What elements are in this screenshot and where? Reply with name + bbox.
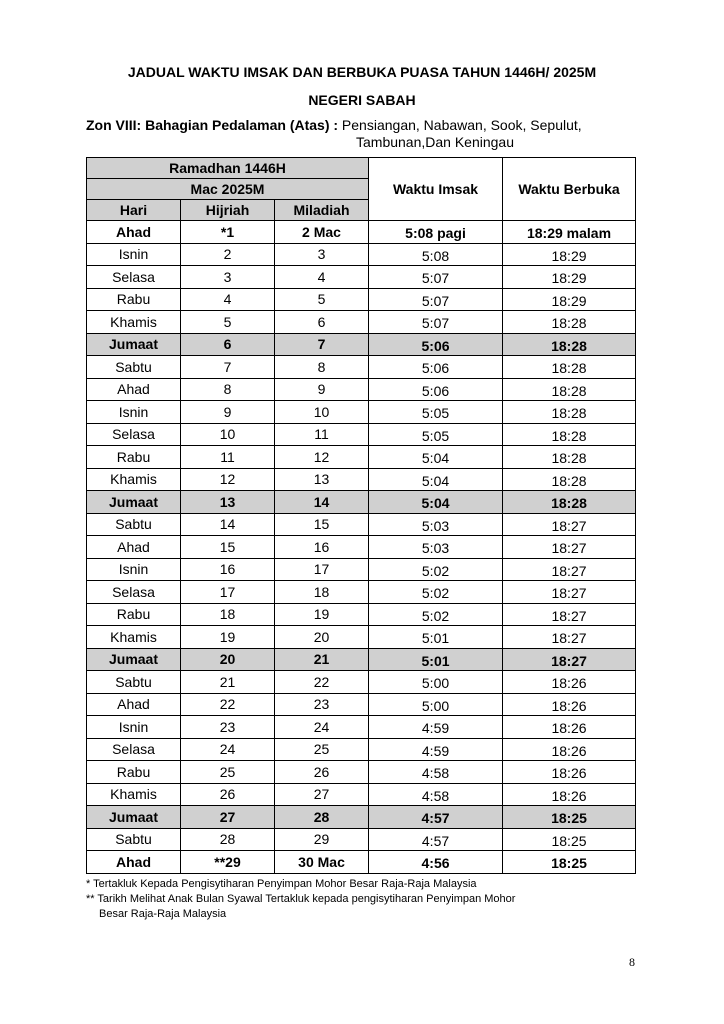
cell-hijriah: 5 [181,311,275,334]
cell-hijriah: 14 [181,513,275,536]
cell-berbuka: 18:28 [503,446,636,469]
cell-berbuka: 18:29 [503,288,636,311]
cell-hari: Sabtu [87,671,181,694]
table-row [87,761,636,784]
cell-berbuka: 18:27 [503,513,636,536]
cell-berbuka: 18:29 [503,243,636,266]
cell-hari: Sabtu [87,356,181,379]
cell-hijriah: 7 [181,356,275,379]
table-row [87,513,636,536]
page-number: 8 [629,955,635,969]
cell-miladiah: 5 [275,288,369,311]
table-row [87,378,636,401]
cell-berbuka: 18:29 [503,266,636,289]
cell-hijriah: 11 [181,446,275,469]
table-header [87,158,636,221]
cell-imsak: 5:00 [369,693,503,716]
zone-label: Zon VIII: Bahagian Pedalaman (Atas) : [86,117,339,133]
cell-hari: Jumaat [87,806,181,829]
header-miladiah: Miladiah [275,200,369,221]
cell-hijriah: 16 [181,558,275,581]
cell-berbuka: 18:25 [503,851,636,874]
cell-miladiah: 8 [275,356,369,379]
cell-miladiah: 10 [275,401,369,424]
header-ramadhan: Ramadhan 1446H [87,158,369,179]
cell-hijriah: 13 [181,491,275,514]
cell-hijriah: 21 [181,671,275,694]
cell-miladiah: 30 Mac [275,851,369,874]
cell-berbuka: 18:26 [503,783,636,806]
cell-imsak: 5:02 [369,603,503,626]
cell-hijriah: 19 [181,626,275,649]
cell-imsak: 5:04 [369,468,503,491]
cell-hari: Isnin [87,243,181,266]
page-title: JADUAL WAKTU IMSAK DAN BERBUKA PUASA TAHUN 1446H/ 2025M [127,64,597,80]
table-row [87,446,636,469]
cell-miladiah: 29 [275,828,369,851]
cell-hari: Isnin [87,401,181,424]
cell-hari: Jumaat [87,333,181,356]
cell-hijriah: 9 [181,401,275,424]
cell-imsak: 4:57 [369,806,503,829]
cell-hari: Selasa [87,738,181,761]
cell-hari: Rabu [87,603,181,626]
cell-hari: Jumaat [87,648,181,671]
cell-miladiah: 9 [275,378,369,401]
zone-line-1 [86,117,686,134]
header-waktu-berbuka: Waktu Berbuka [503,158,636,221]
cell-hari: Ahad [87,851,181,874]
cell-berbuka: 18:26 [503,693,636,716]
cell-hijriah: 24 [181,738,275,761]
table-row [87,558,636,581]
cell-hari: Khamis [87,468,181,491]
table-row [87,626,636,649]
cell-berbuka: 18:28 [503,333,636,356]
cell-hari: Rabu [87,761,181,784]
cell-miladiah: 19 [275,603,369,626]
cell-imsak: 5:03 [369,513,503,536]
cell-miladiah: 23 [275,693,369,716]
cell-berbuka: 18:26 [503,738,636,761]
cell-hijriah: 4 [181,288,275,311]
cell-berbuka: 18:27 [503,603,636,626]
table-row [87,738,636,761]
cell-berbuka: 18:27 [503,648,636,671]
header-hijriah: Hijriah [181,200,275,221]
cell-miladiah: 21 [275,648,369,671]
cell-hijriah: 26 [181,783,275,806]
cell-miladiah: 20 [275,626,369,649]
cell-berbuka: 18:27 [503,536,636,559]
cell-miladiah: 7 [275,333,369,356]
cell-berbuka: 18:27 [503,581,636,604]
cell-imsak: 5:06 [369,378,503,401]
cell-hijriah: 20 [181,648,275,671]
table-row [87,693,636,716]
footnote-1: * Tertakluk Kepada Pengisytiharan Penyimpan Mohor Besar Raja-Raja Malaysia [86,878,477,890]
cell-berbuka: 18:28 [503,378,636,401]
cell-imsak: 4:56 [369,851,503,874]
cell-miladiah: 12 [275,446,369,469]
table-row [87,491,636,514]
table-row [87,783,636,806]
cell-imsak: 5:02 [369,558,503,581]
cell-hari: Ahad [87,378,181,401]
cell-hari: Ahad [87,693,181,716]
cell-hijriah: 23 [181,716,275,739]
table-row [87,716,636,739]
table-row [87,536,636,559]
cell-miladiah: 2 Mac [275,221,369,244]
cell-hari: Selasa [87,581,181,604]
cell-hari: Jumaat [87,491,181,514]
cell-miladiah: 25 [275,738,369,761]
cell-miladiah: 26 [275,761,369,784]
cell-imsak: 5:04 [369,491,503,514]
cell-imsak: 5:03 [369,536,503,559]
cell-miladiah: 24 [275,716,369,739]
cell-hari: Selasa [87,423,181,446]
cell-miladiah: 14 [275,491,369,514]
cell-imsak: 5:06 [369,333,503,356]
cell-miladiah: 18 [275,581,369,604]
table-row [87,401,636,424]
cell-imsak: 4:59 [369,738,503,761]
cell-miladiah: 4 [275,266,369,289]
table-row [87,311,636,334]
cell-miladiah: 6 [275,311,369,334]
table-body [87,221,636,874]
cell-hijriah: 15 [181,536,275,559]
cell-miladiah: 13 [275,468,369,491]
cell-berbuka: 18:26 [503,761,636,784]
table-row [87,356,636,379]
cell-imsak: 4:58 [369,761,503,784]
cell-imsak: 5:05 [369,401,503,424]
cell-imsak: 5:05 [369,423,503,446]
cell-hari: Sabtu [87,828,181,851]
cell-imsak: 4:59 [369,716,503,739]
table-row [87,266,636,289]
table-row [87,603,636,626]
cell-berbuka: 18:28 [503,356,636,379]
cell-hari: Khamis [87,311,181,334]
cell-hijriah: 28 [181,828,275,851]
cell-hijriah: 25 [181,761,275,784]
zone-areas-1: Pensiangan, Nabawan, Sook, Sepulut, [338,117,582,133]
cell-hijriah: 17 [181,581,275,604]
cell-hijriah: 3 [181,266,275,289]
header-mac: Mac 2025M [87,179,369,200]
table-row [87,333,636,356]
cell-miladiah: 17 [275,558,369,581]
cell-berbuka: 18:25 [503,828,636,851]
table-row [87,288,636,311]
cell-miladiah: 16 [275,536,369,559]
table-row [87,828,636,851]
cell-miladiah: 27 [275,783,369,806]
cell-hijriah: 22 [181,693,275,716]
cell-hijriah: **29 [181,851,275,874]
cell-hijriah: 27 [181,806,275,829]
cell-hari: Khamis [87,626,181,649]
cell-miladiah: 11 [275,423,369,446]
table-row [87,243,636,266]
schedule-table [86,157,636,874]
cell-hari: Ahad [87,536,181,559]
cell-hari: Khamis [87,783,181,806]
table-row [87,221,636,244]
cell-miladiah: 28 [275,806,369,829]
table-row [87,468,636,491]
cell-berbuka: 18:27 [503,558,636,581]
cell-berbuka: 18:28 [503,491,636,514]
cell-hari: Ahad [87,221,181,244]
cell-berbuka: 18:29 malam [503,221,636,244]
cell-hijriah: 6 [181,333,275,356]
cell-hijriah: 2 [181,243,275,266]
zone-areas-2: Tambunan,Dan Keningau [356,134,515,150]
table-row [87,581,636,604]
cell-hari: Isnin [87,716,181,739]
footnotes [86,877,646,922]
header-waktu-imsak: Waktu Imsak [369,158,503,221]
cell-hijriah: 8 [181,378,275,401]
table-row [87,423,636,446]
table-row [87,806,636,829]
cell-miladiah: 15 [275,513,369,536]
cell-hijriah: 10 [181,423,275,446]
cell-hari: Rabu [87,288,181,311]
cell-hari: Isnin [87,558,181,581]
cell-berbuka: 18:25 [503,806,636,829]
cell-imsak: 5:01 [369,648,503,671]
state-title: NEGERI SABAH [308,92,416,108]
cell-berbuka: 18:26 [503,716,636,739]
zone-description [86,117,686,151]
cell-imsak: 5:07 [369,266,503,289]
cell-imsak: 5:00 [369,671,503,694]
footnote-2b: Besar Raja-Raja Malaysia [99,908,227,920]
cell-imsak: 5:01 [369,626,503,649]
table-row [87,671,636,694]
cell-berbuka: 18:28 [503,401,636,424]
cell-imsak: 5:08 [369,243,503,266]
cell-hari: Rabu [87,446,181,469]
cell-berbuka: 18:28 [503,423,636,446]
cell-berbuka: 18:28 [503,468,636,491]
footnote-2a: ** Tarikh Melihat Anak Bulan Syawal Tertakluk kepada pengisytiharan Penyimpan Mohor [86,893,516,905]
cell-imsak: 5:06 [369,356,503,379]
cell-hari: Sabtu [87,513,181,536]
cell-imsak: 4:58 [369,783,503,806]
cell-hijriah: 12 [181,468,275,491]
cell-miladiah: 3 [275,243,369,266]
cell-imsak: 4:57 [369,828,503,851]
cell-miladiah: 22 [275,671,369,694]
cell-berbuka: 18:28 [503,311,636,334]
cell-imsak: 5:08 pagi [369,221,503,244]
cell-hijriah: *1 [181,221,275,244]
cell-hijriah: 18 [181,603,275,626]
cell-berbuka: 18:26 [503,671,636,694]
cell-hari: Selasa [87,266,181,289]
table-row [87,851,636,874]
cell-imsak: 5:07 [369,288,503,311]
table-row [87,648,636,671]
cell-imsak: 5:02 [369,581,503,604]
cell-imsak: 5:07 [369,311,503,334]
cell-imsak: 5:04 [369,446,503,469]
header-hari: Hari [87,200,181,221]
cell-berbuka: 18:27 [503,626,636,649]
